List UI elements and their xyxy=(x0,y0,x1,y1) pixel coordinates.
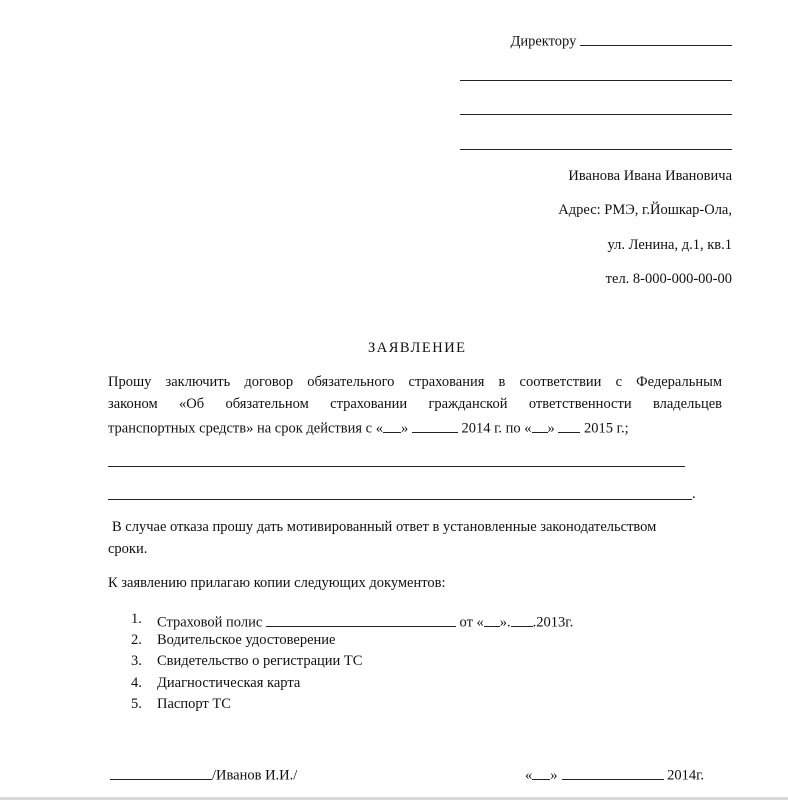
free-text-line-2 xyxy=(108,499,692,500)
date-year: 2014г. xyxy=(667,767,705,784)
free-text-dot: . xyxy=(692,486,696,502)
director-label: Директору xyxy=(510,33,577,50)
para2-line2: сроки. xyxy=(108,541,148,557)
start-day-blank xyxy=(383,417,401,433)
signature-block xyxy=(110,764,297,785)
phone-line: тел. 8-000-000-00-00 xyxy=(605,271,732,287)
address-blank-line-3 xyxy=(460,149,732,150)
end-day-blank xyxy=(532,417,548,433)
list-item: Страховой полис от « ». .2013г. xyxy=(157,611,573,632)
list-item: Свидетельство о регистрации ТС xyxy=(157,653,363,669)
signature-blank xyxy=(110,764,212,780)
list-item-number: 2. xyxy=(131,632,142,648)
date-month-blank xyxy=(562,764,664,780)
date-day-blank xyxy=(532,764,550,780)
list-item-number: 5. xyxy=(131,696,142,712)
end-month-blank xyxy=(558,417,580,433)
address-blank-line-2 xyxy=(460,114,732,115)
applicant-name: Иванова Ивана Ивановича xyxy=(568,168,732,184)
free-text-line-1 xyxy=(108,466,685,467)
signature-name: /Иванов И.И./ xyxy=(212,767,298,784)
para1-line2: законом «Об обязательном страховании гражданской ответственности владельцев xyxy=(108,396,722,412)
attachments-intro: К заявлению прилагаю копии следующих документов: xyxy=(108,575,446,591)
director-line xyxy=(510,30,732,51)
policy-month-blank xyxy=(511,611,533,627)
para1-line1: Прошу заключить договор обязательного страхования в соответствии с Федеральным xyxy=(108,374,722,390)
para2-line1: В случае отказа прошу дать мотивированный ответ в установленные законодательством xyxy=(112,519,657,535)
list-item-number: 1. xyxy=(131,611,142,627)
list-item-number: 4. xyxy=(131,675,142,691)
list-item-number: 3. xyxy=(131,653,142,669)
policy-number-blank xyxy=(266,611,456,627)
start-month-blank xyxy=(412,417,458,433)
address-line-2: ул. Ленина, д.1, кв.1 xyxy=(607,237,732,253)
date-block: « » 2014г. xyxy=(525,764,704,785)
address-blank-line-1 xyxy=(460,80,732,81)
para1-line3: транспортных средств» на срок действия с « » 2014 г. по « » 2015 г.; xyxy=(108,417,722,438)
address-line-1: Адрес: РМЭ, г.Йошкар-Ола, xyxy=(558,202,732,218)
director-name-blank xyxy=(580,30,732,46)
document-title: ЗАЯВЛЕНИЕ xyxy=(368,340,467,356)
list-item: Паспорт ТС xyxy=(157,696,231,712)
policy-day-blank xyxy=(484,611,500,627)
list-item: Диагностическая карта xyxy=(157,675,301,691)
list-item: Водительское удостоверение xyxy=(157,632,336,648)
